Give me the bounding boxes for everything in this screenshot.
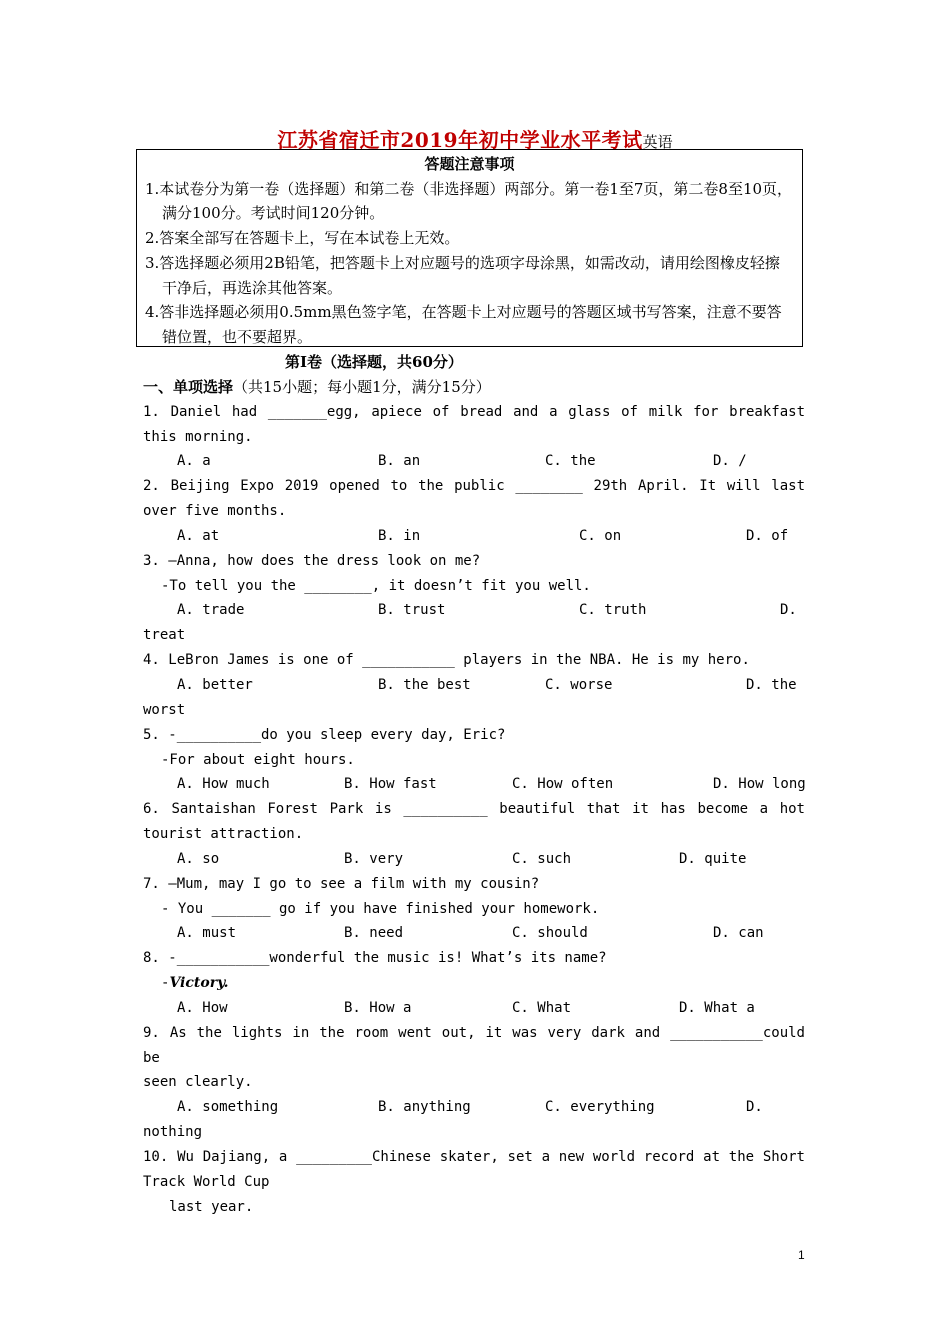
option-b[interactable]: B. trust bbox=[378, 602, 446, 619]
option-c[interactable]: C. on bbox=[579, 527, 622, 544]
question-2-options bbox=[143, 524, 805, 549]
option-a[interactable]: A. something bbox=[177, 1099, 279, 1116]
option-d[interactable]: D. bbox=[746, 1099, 763, 1116]
option-c[interactable]: C. truth bbox=[579, 602, 647, 619]
option-d[interactable]: D. bbox=[780, 602, 797, 619]
question-4-option-d-text: worst bbox=[143, 701, 186, 718]
question-2-stem: 2. Beijing Expo 2019 opened to the public ________ 29th April. It will last bbox=[143, 478, 805, 495]
option-c[interactable]: C. such bbox=[512, 850, 572, 867]
option-c[interactable]: C. should bbox=[512, 925, 588, 942]
option-a[interactable]: A. must bbox=[177, 925, 237, 942]
answer-victory: Victory. bbox=[169, 975, 229, 992]
question-5-stem-cont: -For about eight hours. bbox=[161, 751, 355, 768]
option-d[interactable]: D. the bbox=[746, 676, 797, 693]
option-a[interactable]: A. better bbox=[177, 676, 253, 693]
question-6-options bbox=[143, 847, 805, 872]
question-6-stem: 6. Santaishan Forest Park is __________ beautiful that it has become a hot bbox=[143, 801, 805, 818]
question-7-options bbox=[143, 921, 805, 946]
option-a[interactable]: A. so bbox=[177, 850, 220, 867]
option-a[interactable]: A. How bbox=[177, 999, 228, 1016]
option-c[interactable]: C. worse bbox=[545, 676, 613, 693]
option-c[interactable]: C. What bbox=[512, 999, 572, 1016]
question-5-stem: 5. -__________do you sleep every day, Eric? bbox=[143, 726, 506, 743]
question-1-stem-cont: this morning. bbox=[143, 428, 253, 445]
option-b[interactable]: B. in bbox=[378, 527, 421, 544]
section-heading: 一、单项选择 bbox=[143, 377, 234, 396]
question-10-stem-cont2: last year. bbox=[169, 1198, 254, 1215]
option-b[interactable]: B. How fast bbox=[344, 776, 437, 793]
option-a[interactable]: A. at bbox=[177, 527, 220, 544]
option-c[interactable]: C. the bbox=[545, 453, 596, 470]
question-3-stem-cont: -To tell you the ________, it doesn’t fit you well. bbox=[161, 577, 591, 594]
option-c[interactable]: C. How often bbox=[512, 776, 614, 793]
question-list bbox=[143, 350, 805, 1220]
question-9-option-d-text: nothing bbox=[143, 1124, 203, 1141]
question-1-options bbox=[143, 449, 805, 474]
option-b[interactable]: B. anything bbox=[378, 1099, 471, 1116]
question-10-stem: 10. Wu Dajiang, a _________Chinese skater, set a new world record at the Short bbox=[143, 1149, 805, 1165]
notice-heading: 答题注意事项 bbox=[424, 155, 515, 173]
notice-box bbox=[136, 149, 803, 347]
question-8-stem: 8. -___________wonderful the music is! What’s its name? bbox=[143, 950, 607, 967]
question-2-stem-cont: over five months. bbox=[143, 503, 287, 520]
question-3-stem: 3. –Anna, how does the dress look on me? bbox=[143, 552, 481, 569]
option-a[interactable]: A. How much bbox=[177, 776, 270, 793]
option-a[interactable]: A. a bbox=[177, 453, 211, 470]
question-10-stem-cont: Track World Cup bbox=[143, 1173, 270, 1190]
question-4-options bbox=[143, 673, 805, 698]
option-d[interactable]: D. How long bbox=[713, 776, 806, 793]
question-8-options bbox=[143, 996, 805, 1021]
option-a[interactable]: A. trade bbox=[177, 602, 245, 619]
question-3-options bbox=[143, 598, 805, 623]
question-4-stem: 4. LeBron James is one of ___________ players in the NBA. He is my hero. bbox=[143, 652, 750, 669]
question-9-options bbox=[143, 1095, 805, 1120]
page-number: 1 bbox=[798, 1248, 805, 1262]
notice-item: 2.答案全部写在答题卡上，写在本试卷上无效。 bbox=[145, 229, 460, 248]
option-b[interactable]: B. an bbox=[378, 453, 421, 470]
question-3-option-d-text: treat bbox=[143, 627, 186, 644]
dash: - bbox=[161, 975, 170, 992]
question-9-stem-cont: seen clearly. bbox=[143, 1074, 253, 1091]
question-7-stem-cont: - You _______ go if you have finished your homework. bbox=[161, 900, 600, 917]
option-d[interactable]: D. can bbox=[713, 925, 764, 942]
question-7-stem: 7. –Mum, may I go to see a film with my cousin? bbox=[143, 875, 540, 892]
question-8-stem-cont bbox=[143, 971, 805, 996]
option-d[interactable]: D. What a bbox=[679, 999, 755, 1016]
question-1-stem: 1. Daniel had _______egg, apiece of bread and a glass of milk for breakfast bbox=[143, 403, 805, 420]
notice-item: 3.答选择题必须用2B铅笔，把答题卡上对应题号的选项字母涂黑，如需改动，请用绘图橡皮轻擦干净后，再选涂其他答案。 bbox=[145, 253, 780, 297]
option-c[interactable]: C. everything bbox=[545, 1099, 655, 1116]
option-b[interactable]: B. How a bbox=[344, 999, 412, 1016]
option-b[interactable]: B. need bbox=[344, 925, 404, 942]
section-title bbox=[143, 375, 805, 400]
option-b[interactable]: B. very bbox=[344, 850, 404, 867]
question-9-stem: 9. As the lights in the room went out, it was very dark and ___________could be bbox=[143, 1024, 805, 1066]
option-d[interactable]: D. of bbox=[746, 527, 789, 544]
option-d[interactable]: D. quite bbox=[679, 850, 747, 867]
part-title: 第Ⅰ卷（选择题，共60分） bbox=[285, 353, 463, 371]
exam-title: 江苏省宿迁市2019年初中学业水平考试 bbox=[277, 128, 643, 152]
exam-subject: 英语 bbox=[642, 133, 673, 151]
section-note: （共15小题；每小题1分，满分15分） bbox=[233, 377, 491, 396]
notice-item: 4.答非选择题必须用0.5mm黑色签字笔，在答题卡上对应题号的答题区域书写答案，注意不要答错位置，也不要超界。 bbox=[145, 303, 782, 346]
notice-item: 1.本试卷分为第一卷（选择题）和第二卷（非选择题）两部分。第一卷1至7页，第二卷8至10页，满分100分。考试时间120分钟。 bbox=[145, 179, 793, 223]
question-5-options bbox=[143, 772, 805, 797]
question-6-stem-cont: tourist attraction. bbox=[143, 826, 304, 843]
option-d[interactable]: D. / bbox=[713, 453, 747, 470]
option-b[interactable]: B. the best bbox=[378, 676, 471, 693]
